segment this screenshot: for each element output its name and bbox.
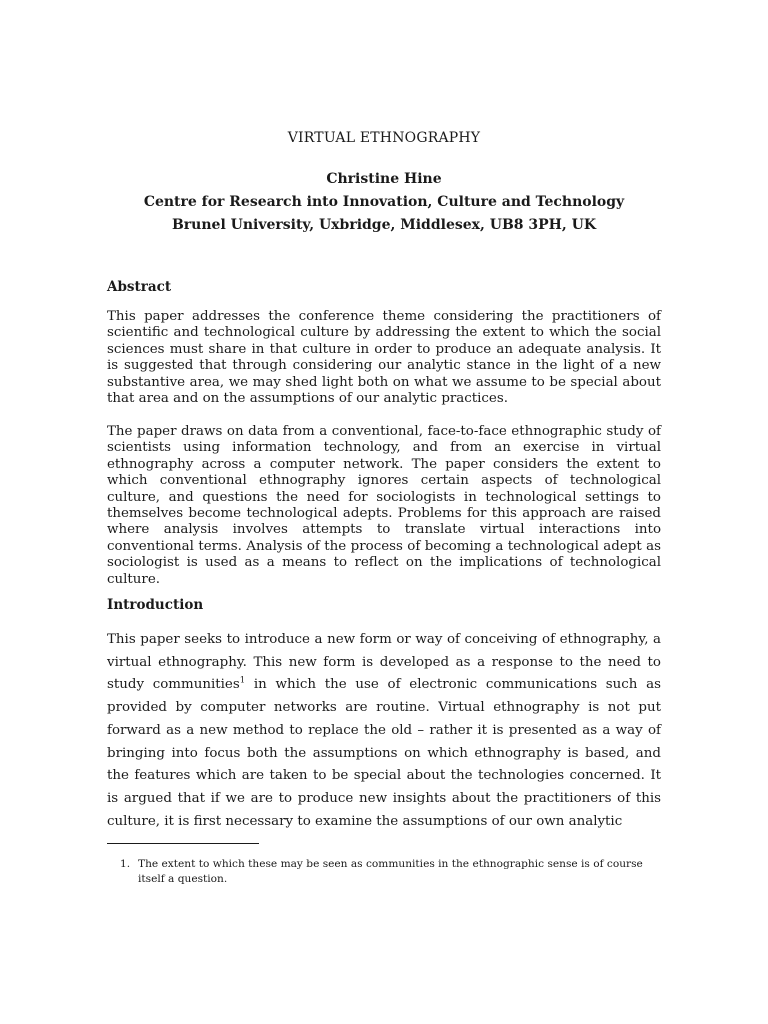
footnote-text: The extent to which these may be seen as communities in the ethnographic sense is of course itself a question. — [138, 858, 643, 885]
introduction-paragraph — [107, 629, 661, 833]
footnote — [120, 857, 660, 886]
affiliation-line-1: Centre for Research into Innovation, Culture and Technology — [143, 194, 625, 210]
introduction-heading: Introduction — [107, 597, 204, 613]
footnote-reference: 1 — [239, 675, 246, 686]
paper-title: VIRTUAL ETHNOGRAPHY — [287, 130, 481, 146]
affiliation-line-2: Brunel University, Uxbridge, Middlesex, UB8 3PH, UK — [171, 217, 597, 233]
introduction-text-part-2: in which the use of electronic communications such as provided by computer networks are routine. Virtual ethnography is not put forward as a new method to replace the old – rather it is presented as a way of bringing into focus both the assumptions on which ethnography is based, and the features which are taken to be special about the technologies concerned. It is argued that if we are to produce new insights about the practitioners of this culture, it is first necessary to examine the assumptions of our own analytic — [107, 677, 662, 829]
footnote-number: 1. — [120, 858, 131, 870]
abstract-paragraph-1: This paper addresses the conference theme considering the practitioners of scientific and technological culture by addressing the extent to which the social sciences must share in that culture in order to produce an adequate analysis. It is suggested that through considering our analytic stance in the light of a new substantive area, we may shed light both on what we assume to be special about that area and on the assumptions of our analytic practices. — [107, 309, 661, 407]
abstract-heading: Abstract — [107, 279, 172, 295]
introduction-text-part-1: This paper seeks to introduce a new form or way of conceiving of ethnography, a virtual ethnography. This new form is developed as a response to the need to study communities — [107, 632, 661, 693]
author-name: Christine Hine — [326, 171, 442, 187]
footnote-separator — [107, 843, 259, 844]
abstract-paragraph-2: The paper draws on data from a conventional, face-to-face ethnographic study of scientists using information technology, and from an exercise in virtual ethnography across a computer network. The paper considers the extent to which conventional ethnography ignores certain aspects of technological culture, and questions the need for sociologists in technological settings to themselves become technological adepts. Problems for this approach are raised where analysis involves attempts to translate virtual interactions into conventional terms. Analysis of the process of becoming a technological adept as sociologist is used as a means to reflect on the implications of technological culture. — [107, 424, 661, 587]
